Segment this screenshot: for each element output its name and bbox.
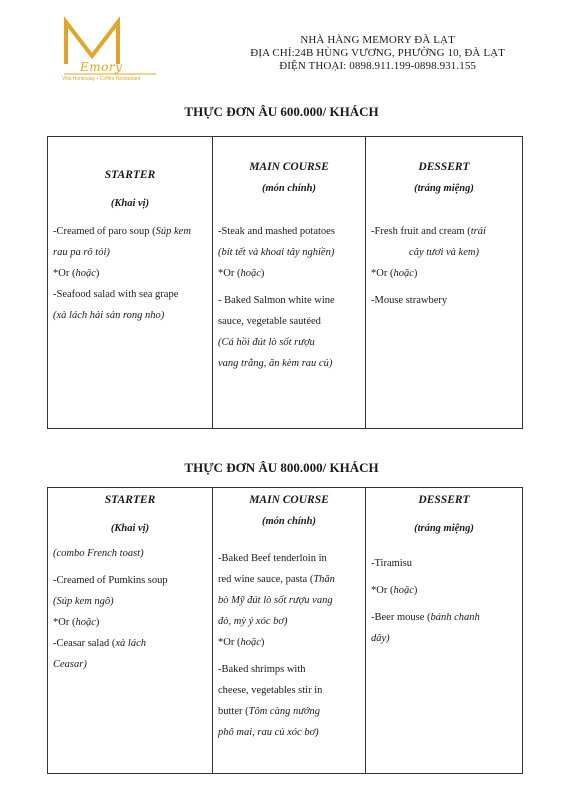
- main-item-vi: vang trắng, ăn kèm rau củ): [218, 358, 333, 369]
- main-course-subheading: (món chính): [262, 516, 316, 527]
- starter-item: (combo French toast): [53, 548, 144, 559]
- dessert-item: -Fresh fruit and cream (trái: [371, 226, 486, 237]
- dessert-heading: DESSERT: [418, 161, 470, 173]
- starter-item-vi: Ceasar): [53, 659, 87, 670]
- memory-logo: [52, 16, 162, 88]
- logo-tagline: Villa Homestay • Coffee Restaurant: [62, 76, 141, 82]
- restaurant-address: ĐỊA CHỈ:24B HÙNG VƯƠNG, PHƯỜNG 10, ĐÀ LẠT: [250, 47, 505, 59]
- main-item: red wine sauce, pasta (Thăn: [218, 574, 335, 585]
- or-text: *Or (hoặc): [371, 268, 418, 279]
- dessert-item-vi: cây tươi và kem): [409, 247, 479, 258]
- main-item-vi: đỏ, mỳ ý xóc bơ): [218, 616, 288, 627]
- logo-brand: Emory: [80, 60, 123, 74]
- menu-800-dessert: [366, 488, 523, 774]
- main-item: sauce, vegetable sautéed: [218, 316, 321, 327]
- menu-800-title: THỰC ĐƠN ÂU 800.000/ KHÁCH: [184, 460, 379, 475]
- main-item: - Baked Salmon white wine: [218, 295, 335, 306]
- dessert-subheading: (tráng miệng): [414, 523, 474, 534]
- or-text: *Or (hoặc): [371, 585, 418, 596]
- menu-800-main: [213, 488, 366, 774]
- dessert-item: -Beer mouse (bánh chanh: [371, 612, 480, 623]
- dessert-heading: DESSERT: [418, 494, 470, 506]
- or-text: *Or (hoặc): [218, 637, 265, 648]
- main-item: butter (Tôm càng nướng: [218, 706, 321, 717]
- main-item-vi: (bít tết và khoai tây nghiền): [218, 247, 335, 258]
- or-text: *Or (hoặc): [53, 617, 100, 628]
- main-course-heading: MAIN COURSE: [249, 161, 329, 173]
- menu-600-title: THỰC ĐƠN ÂU 600.000/ KHÁCH: [184, 104, 379, 119]
- menu-800-starter: [48, 488, 213, 774]
- menu-800-table: [47, 487, 523, 774]
- main-course-subheading: (món chính): [262, 183, 316, 194]
- main-item-vi: phô mai, rau củ xóc bơ): [218, 727, 319, 738]
- starter-item: -Seafood salad with sea grape: [53, 289, 179, 300]
- menu-600-table: [47, 136, 523, 429]
- main-item: -Baked Beef tenderloin in: [218, 553, 327, 564]
- restaurant-name: NHÀ HÀNG MEMORY ĐÀ LẠT: [300, 34, 455, 46]
- menu-600-dessert: [366, 137, 523, 429]
- starter-heading: STARTER: [104, 494, 156, 506]
- restaurant-header: [250, 34, 505, 73]
- main-item: -Baked shrimps with: [218, 664, 306, 675]
- starter-item-vi: (Súp kem ngô): [53, 596, 114, 607]
- main-item-vi: bò Mỹ đút lò sốt rượu vang: [218, 595, 333, 606]
- starter-item: -Creamed of paro soup (Súp kem rau pa rô tỏi): [53, 226, 191, 258]
- main-item-vi: (Cá hồi đút lò sốt rượu: [218, 337, 315, 348]
- starter-item-vi: (xà lách hải sản rong nho): [53, 310, 165, 321]
- starter-subheading: (Khai vị): [110, 198, 150, 209]
- dessert-item-vi: dây): [371, 633, 390, 644]
- main-course-heading: MAIN COURSE: [249, 494, 329, 506]
- restaurant-phone: ĐIỆN THOẠI: 0898.911.199-0898.931.155: [279, 60, 477, 72]
- starter-subheading: (Khai vị): [110, 523, 150, 534]
- main-item: cheese, vegetables stir in: [218, 685, 323, 696]
- main-item: -Steak and mashed potatoes: [218, 226, 335, 237]
- dessert-item: -Mouse strawbery: [371, 295, 448, 306]
- or-text: *Or (hoặc): [53, 268, 100, 279]
- starter-heading: STARTER: [104, 169, 156, 181]
- menu-600-main: [213, 137, 366, 429]
- or-text: *Or (hoặc): [218, 268, 265, 279]
- starter-item: -Ceasar salad (xà lách: [53, 638, 147, 649]
- starter-item: -Creamed of Pumkins soup: [53, 575, 168, 586]
- dessert-item: -Tiramisu: [371, 558, 413, 569]
- dessert-subheading: (tráng miệng): [414, 183, 474, 194]
- menu-600-starter: [48, 137, 213, 429]
